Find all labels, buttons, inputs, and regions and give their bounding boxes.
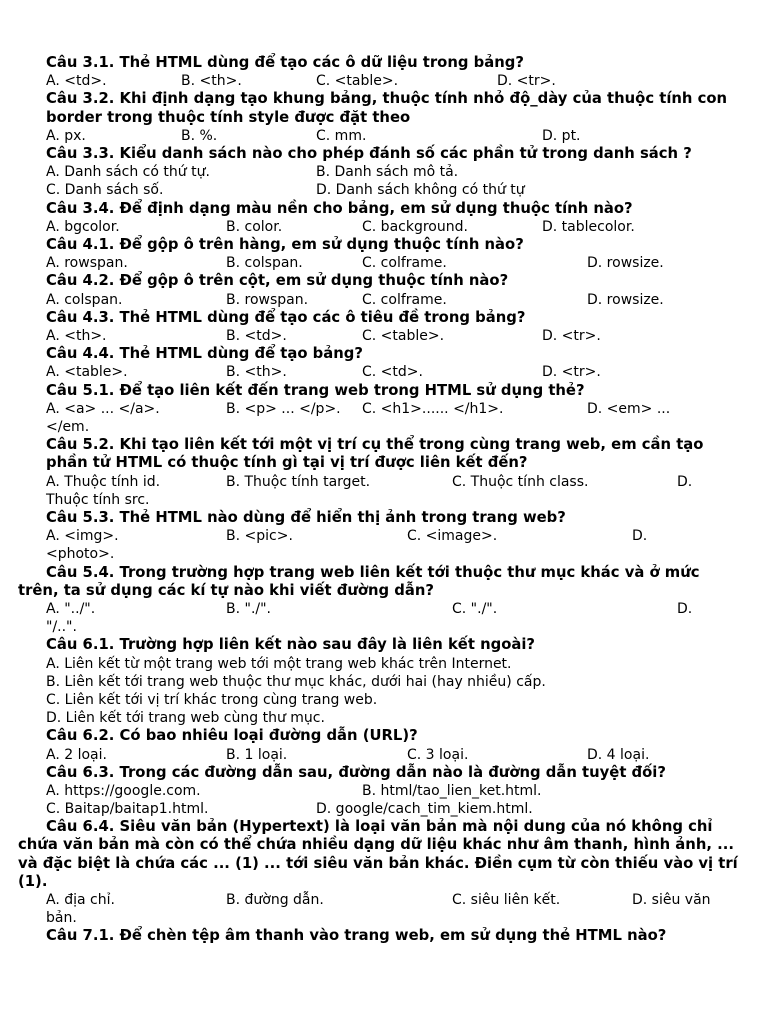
answer-row <box>0 400 768 418</box>
option-b: B. <p> ... </p>. <box>226 400 341 417</box>
option-b: B. color. <box>226 218 283 235</box>
question-4-2: Câu 4.2. Để gộp ô trên cột, em sử dụng thuộc tính nào? <box>46 272 509 290</box>
question-6-2: Câu 6.2. Có bao nhiêu loại đường dẫn (URL)? <box>46 727 418 745</box>
option-c: C. Liên kết tới vị trí khác trong cùng trang web. <box>46 691 378 708</box>
option-d-continued: "/..". <box>46 619 77 636</box>
option-a: A. rowspan. <box>46 255 128 272</box>
option-d: D. Liên kết tới trang web cùng thư mục. <box>46 710 325 727</box>
option-a: A. <img>. <box>46 528 119 545</box>
answer-row <box>0 181 768 199</box>
question-5-3: Câu 5.3. Thẻ HTML nào dùng để hiển thị ảnh trong trang web? <box>46 508 566 526</box>
option-b: B. <th>. <box>226 364 287 381</box>
option-c: C. <table>. <box>316 73 399 90</box>
option-a: A. colspan. <box>46 291 123 308</box>
option-d: D. Danh sách không có thứ tự <box>316 182 525 199</box>
option-d: D. rowsize. <box>587 255 664 272</box>
option-d: D. <em> ... <box>587 400 671 417</box>
option-a: A. địa chỉ. <box>46 892 115 909</box>
option-d: D. google/cach_tim_kiem.html. <box>316 801 533 818</box>
option-b: B. 1 loại. <box>226 746 288 763</box>
option-d: D. siêu văn <box>632 892 711 909</box>
document-page <box>0 54 768 946</box>
option-d: D. tablecolor. <box>542 218 635 235</box>
option-a: A. Thuộc tính id. <box>46 473 161 490</box>
question-6-1: Câu 6.1. Trường hợp liên kết nào sau đây là liên kết ngoài? <box>46 636 536 654</box>
option-c: C. 3 loại. <box>407 746 469 763</box>
option-a: A. Liên kết từ một trang web tới một trang web khác trên Internet. <box>46 655 512 672</box>
answer-row <box>0 363 768 381</box>
option-a: A. <td>. <box>46 73 107 90</box>
option-c: C. Baitap/baitap1.html. <box>46 801 209 818</box>
option-a: A. https://google.com. <box>46 782 201 799</box>
option-c: C. <table>. <box>362 327 445 344</box>
answer-row <box>0 327 768 345</box>
question-3-1: Câu 3.1. Thẻ HTML dùng để tạo các ô dữ liệu trong bảng? <box>46 54 524 71</box>
option-a: A. bgcolor. <box>46 218 120 235</box>
question-7-1: Câu 7.1. Để chèn tệp âm thanh vào trang web, em sử dụng thẻ HTML nào? <box>46 927 667 945</box>
option-a: A. <table>. <box>46 364 128 381</box>
answer-row <box>0 800 768 818</box>
option-c: C. <image>. <box>407 528 498 545</box>
question-6-4: Câu 6.4. Siêu văn bản (Hypertext) là loại văn bản mà nội dung của nó không chỉ chứa văn bản mà còn có thể chứa nhiều dạng dữ liệu khác như âm thanh, hình ảnh, ... và đặc biệt là chứa các ... (1) ... tới siêu văn bản khác. Điền cụm từ còn thiếu vào vị trí (1). <box>18 818 738 890</box>
answer-row <box>0 291 768 309</box>
question-5-4: Câu 5.4. Trong trường hợp trang web liên kết tới thuộc thư mục khác và ở mức trên, ta sử dụng các kí tự nào khi viết đường dẫn? <box>18 563 700 599</box>
option-b: B. Danh sách mô tả. <box>316 164 459 181</box>
option-d-continued: bản. <box>46 910 77 927</box>
option-d-continued: <photo>. <box>46 546 115 563</box>
option-b: B. colspan. <box>226 255 303 272</box>
question-5-1: Câu 5.1. Để tạo liên kết đến trang web trong HTML sử dụng thẻ? <box>46 381 585 399</box>
answer-row <box>0 746 768 764</box>
option-d: D. <box>677 473 693 490</box>
option-d-continued: Thuộc tính src. <box>46 491 150 508</box>
option-d: D. 4 loại. <box>587 746 650 763</box>
option-d: D. pt. <box>542 127 581 144</box>
answer-row <box>0 891 768 909</box>
option-b: B. "./". <box>226 600 272 617</box>
answer-row <box>0 218 768 236</box>
option-d: D. <tr>. <box>542 327 601 344</box>
answer-row <box>0 163 768 181</box>
option-b: B. html/tao_lien_ket.html. <box>362 782 542 799</box>
option-c: C. Thuộc tính class. <box>452 473 589 490</box>
option-d: D. <box>677 600 693 617</box>
question-3-2: Câu 3.2. Khi định dạng tạo khung bảng, thuộc tính nhỏ độ_dày của thuộc tính con border trong thuộc tính style được đặt theo <box>46 90 728 126</box>
answer-row <box>0 600 768 618</box>
option-c: C. "./". <box>452 600 498 617</box>
option-d: D. <tr>. <box>497 73 556 90</box>
question-3-4: Câu 3.4. Để định dạng màu nền cho bảng, em sử dụng thuộc tính nào? <box>46 199 633 217</box>
option-b: B. Liên kết tới trang web thuộc thư mục khác, dưới hai (hay nhiều) cấp. <box>46 673 546 690</box>
option-b: B. rowspan. <box>226 291 309 308</box>
option-b: B. Thuộc tính target. <box>226 473 371 490</box>
option-c: C. background. <box>362 218 468 235</box>
option-b: B. <pic>. <box>226 528 293 545</box>
question-5-2: Câu 5.2. Khi tạo liên kết tới một vị trí cụ thể trong cùng trang web, em cần tạo phần tử HTML có thuộc tính gì tại vị trí được liên kết đến? <box>46 436 704 472</box>
option-d: D. rowsize. <box>587 291 664 308</box>
option-d: D. <tr>. <box>542 364 601 381</box>
option-a: A. <a> ... </a>. <box>46 400 160 417</box>
answer-row <box>0 782 768 800</box>
answer-row <box>0 127 768 145</box>
option-c: C. <td>. <box>362 364 423 381</box>
option-c: C. <h1>...... </h1>. <box>362 400 504 417</box>
option-c: C. colframe. <box>362 255 447 272</box>
option-a: A. <th>. <box>46 327 107 344</box>
option-c: C. siêu liên kết. <box>452 892 561 909</box>
answer-row <box>0 527 768 545</box>
option-c: C. mm. <box>316 127 367 144</box>
option-b: B. <td>. <box>226 327 287 344</box>
answer-row <box>0 72 768 90</box>
option-b: B. đường dẫn. <box>226 892 324 909</box>
option-d-continued: </em. <box>46 418 90 435</box>
option-c: C. colframe. <box>362 291 447 308</box>
option-b: B. <th>. <box>181 73 242 90</box>
option-a: A. "../". <box>46 600 96 617</box>
question-4-1: Câu 4.1. Để gộp ô trên hàng, em sử dụng thuộc tính nào? <box>46 235 524 253</box>
option-a: A. Danh sách có thứ tự. <box>46 164 210 181</box>
option-d: D. <box>632 528 648 545</box>
option-c: C. Danh sách số. <box>46 182 164 199</box>
answer-row <box>0 473 768 491</box>
answer-row <box>0 254 768 272</box>
question-4-3: Câu 4.3. Thẻ HTML dùng để tạo các ô tiêu đề trong bảng? <box>46 308 526 326</box>
option-a: A. 2 loại. <box>46 746 107 763</box>
question-4-4: Câu 4.4. Thẻ HTML dùng để tạo bảng? <box>46 345 363 363</box>
option-a: A. px. <box>46 127 86 144</box>
question-6-3: Câu 6.3. Trong các đường dẫn sau, đường dẫn nào là đường dẫn tuyệt đối? <box>46 763 666 781</box>
option-b: B. %. <box>181 127 218 144</box>
question-3-3: Câu 3.3. Kiểu danh sách nào cho phép đánh số các phần tử trong danh sách ? <box>46 144 692 162</box>
